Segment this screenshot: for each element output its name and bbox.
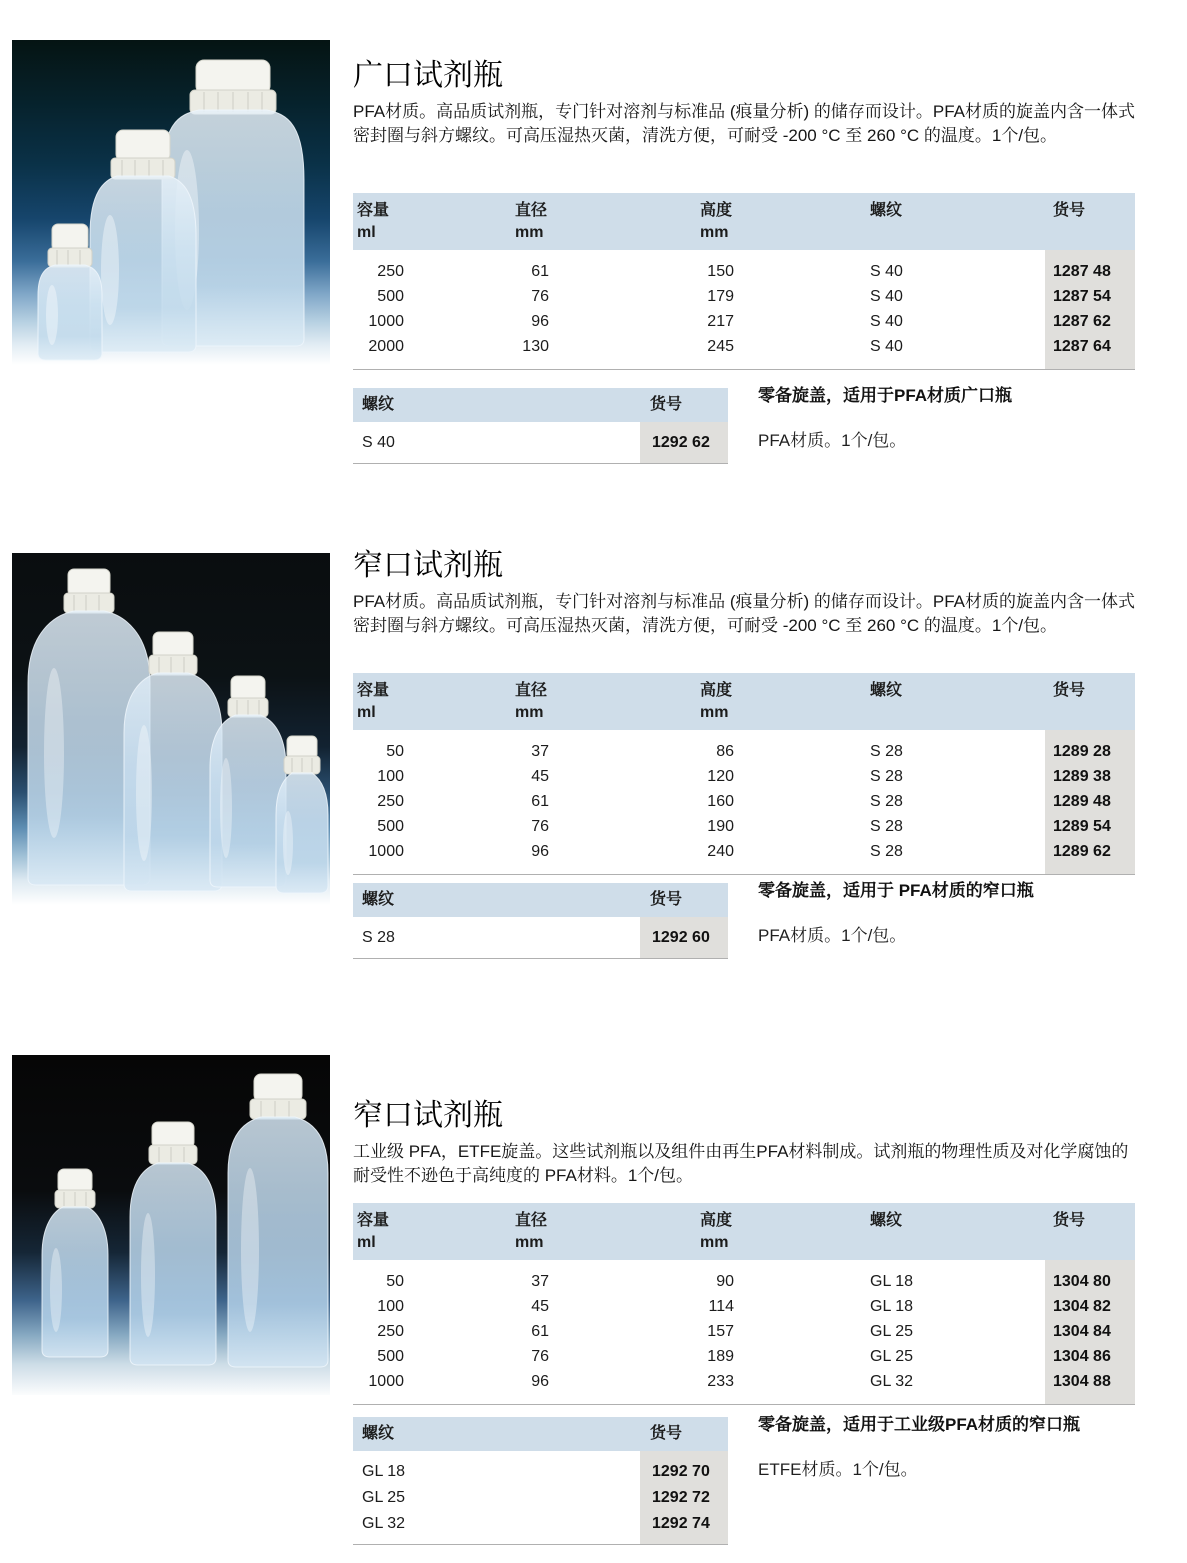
product-photo-industrial — [12, 1055, 330, 1395]
section-title: 窄口试剂瓶 — [353, 1099, 503, 1132]
table-row — [353, 1344, 1135, 1369]
cell-height: 160 — [707, 793, 734, 810]
cell-height: 189 — [707, 1348, 734, 1365]
cap-table-body — [353, 422, 728, 464]
table-row — [353, 1319, 1135, 1344]
cell-diameter: 130 — [522, 338, 549, 355]
cell-thread: GL 25 — [870, 1348, 913, 1365]
col-thread: 螺纹 — [870, 1212, 903, 1229]
cell-height: 233 — [707, 1373, 734, 1390]
cell-catno: 1292 74 — [652, 1515, 710, 1532]
cell-catno: 1287 62 — [1053, 313, 1111, 330]
col-catno: 货号 — [1053, 682, 1086, 699]
table-row — [353, 1269, 1135, 1294]
col-thread: 螺纹 — [362, 1425, 395, 1442]
cell-thread: GL 18 — [870, 1273, 913, 1290]
spec-table-body — [353, 730, 1135, 875]
spec-table-body — [353, 250, 1135, 370]
cell-height: 114 — [708, 1298, 734, 1315]
cap-note-text: PFA材质。1个/包。 — [758, 926, 907, 945]
cell-catno: 1292 70 — [652, 1463, 710, 1480]
cell-thread: S 28 — [870, 818, 903, 835]
cell-thread: GL 32 — [362, 1515, 405, 1532]
cap-table — [353, 1417, 728, 1545]
cap-note-title: 零备旋盖，适用于PFA材质广口瓶 — [758, 386, 1013, 405]
cell-height: 245 — [707, 338, 734, 355]
cell-thread: S 40 — [870, 313, 903, 330]
spec-table-header — [353, 673, 1135, 730]
cell-catno: 1292 62 — [652, 434, 710, 451]
cap-table-header — [353, 883, 728, 917]
cell-diameter: 45 — [531, 1298, 549, 1315]
cell-diameter: 45 — [531, 768, 549, 785]
cell-diameter: 61 — [531, 793, 549, 810]
col-catno: 货号 — [650, 396, 683, 413]
cell-capacity: 250 — [377, 263, 404, 280]
cell-catno: 1287 54 — [1053, 288, 1111, 305]
cell-height: 150 — [707, 263, 734, 280]
cell-thread: GL 18 — [362, 1463, 405, 1480]
cap-note-title: 零备旋盖，适用于工业级PFA材质的窄口瓶 — [758, 1415, 1081, 1434]
col-catno: 货号 — [1053, 202, 1086, 219]
cap-note-text: PFA材质。1个/包。 — [758, 431, 907, 450]
cell-height: 240 — [707, 843, 734, 860]
cell-catno: 1289 62 — [1053, 843, 1111, 860]
cap-table-body — [353, 1451, 728, 1545]
section-title: 广口试剂瓶 — [353, 59, 503, 92]
cell-height: 90 — [716, 1273, 734, 1290]
table-row — [353, 739, 1135, 764]
col-thread: 螺纹 — [870, 202, 903, 219]
col-thread: 螺纹 — [362, 396, 395, 413]
cell-height: 157 — [707, 1323, 734, 1340]
spec-table — [353, 1203, 1135, 1405]
table-row — [353, 1511, 728, 1537]
cell-capacity: 250 — [377, 793, 404, 810]
table-row — [353, 1485, 728, 1511]
cell-diameter: 76 — [531, 1348, 549, 1365]
spec-table — [353, 193, 1135, 370]
cell-height: 190 — [707, 818, 734, 835]
cell-thread: S 28 — [870, 768, 903, 785]
spec-table-header — [353, 193, 1135, 250]
table-row — [353, 1294, 1135, 1319]
cell-thread: S 40 — [870, 288, 903, 305]
table-row — [353, 789, 1135, 814]
table-row — [353, 764, 1135, 789]
cell-catno: 1289 38 — [1053, 768, 1111, 785]
cap-note-title: 零备旋盖，适用于 PFA材质的窄口瓶 — [758, 881, 1034, 900]
table-row — [353, 284, 1135, 309]
cell-capacity: 1000 — [368, 1373, 404, 1390]
cell-diameter: 37 — [531, 743, 549, 760]
cap-note-text: ETFE材质。1个/包。 — [758, 1460, 918, 1479]
cell-capacity: 500 — [377, 1348, 404, 1365]
cell-capacity: 100 — [377, 768, 404, 785]
table-row — [353, 1369, 1135, 1394]
spec-table — [353, 673, 1135, 875]
col-diameter: 直径 mm — [515, 682, 548, 721]
product-photo-wide-mouth — [12, 40, 330, 365]
col-capacity: 容量 ml — [357, 202, 390, 241]
col-height: 高度 mm — [700, 1212, 733, 1251]
cell-capacity: 1000 — [368, 843, 404, 860]
table-row — [353, 814, 1135, 839]
col-diameter: 直径 mm — [515, 202, 548, 241]
cell-catno: 1292 60 — [652, 929, 710, 946]
section-title: 窄口试剂瓶 — [353, 549, 503, 582]
table-row — [353, 1459, 728, 1485]
cell-catno: 1304 86 — [1053, 1348, 1111, 1365]
col-thread: 螺纹 — [362, 891, 395, 908]
spec-table-header — [353, 1203, 1135, 1260]
col-thread: 螺纹 — [870, 682, 903, 699]
table-row — [353, 839, 1135, 864]
cell-catno: 1289 48 — [1053, 793, 1111, 810]
cell-height: 217 — [707, 313, 734, 330]
cap-table-header — [353, 388, 728, 422]
col-capacity: 容量 ml — [357, 1212, 390, 1251]
cell-diameter: 96 — [531, 1373, 549, 1390]
table-row — [353, 430, 728, 456]
cell-height: 120 — [707, 768, 734, 785]
spec-table-body — [353, 1260, 1135, 1405]
table-row — [353, 309, 1135, 334]
cell-height: 179 — [707, 288, 734, 305]
cell-capacity: 50 — [386, 743, 404, 760]
cap-note — [758, 381, 1173, 451]
cell-catno: 1287 48 — [1053, 263, 1111, 280]
cell-thread: S 40 — [870, 263, 903, 280]
cell-height: 86 — [716, 743, 734, 760]
cell-diameter: 37 — [531, 1273, 549, 1290]
cell-capacity: 1000 — [368, 313, 404, 330]
col-diameter: 直径 mm — [515, 1212, 548, 1251]
cap-table-header — [353, 1417, 728, 1451]
col-height: 高度 mm — [700, 202, 733, 241]
cell-thread: GL 18 — [870, 1298, 913, 1315]
cell-thread: S 40 — [870, 338, 903, 355]
cell-thread: S 28 — [362, 929, 395, 946]
cell-thread: GL 25 — [362, 1489, 405, 1506]
table-row — [353, 259, 1135, 284]
cell-thread: S 40 — [362, 434, 395, 451]
cap-note — [758, 1410, 1173, 1480]
cap-table — [353, 883, 728, 959]
cell-thread: S 28 — [870, 743, 903, 760]
cell-capacity: 100 — [377, 1298, 404, 1315]
cell-catno: 1304 82 — [1053, 1298, 1111, 1315]
cap-table — [353, 388, 728, 464]
cell-diameter: 76 — [531, 288, 549, 305]
cell-thread: GL 25 — [870, 1323, 913, 1340]
cap-note — [758, 876, 1173, 946]
col-height: 高度 mm — [700, 682, 733, 721]
cell-thread: GL 32 — [870, 1373, 913, 1390]
col-catno: 货号 — [1053, 1212, 1086, 1229]
cell-catno: 1304 80 — [1053, 1273, 1111, 1290]
col-catno: 货号 — [650, 891, 683, 908]
cell-catno: 1289 54 — [1053, 818, 1111, 835]
col-capacity: 容量 ml — [357, 682, 390, 721]
section-description: PFA材质。高品质试剂瓶，专门针对溶剂与标准品 (痕量分析) 的储存而设计。PFA材质的旋盖内含一体式密封圈与斜方螺纹。可高压湿热灭菌，清洗方便，可耐受 -200 °C 至 260 °C 的温度。1个/包。 — [353, 102, 1136, 145]
cell-catno: 1289 28 — [1053, 743, 1111, 760]
cell-diameter: 96 — [531, 313, 549, 330]
cell-catno: 1287 64 — [1053, 338, 1111, 355]
section-description: 工业级 PFA，ETFE旋盖。这些试剂瓶以及组件由再生PFA材料制成。试剂瓶的物理性质及对化学腐蚀的耐受性不逊色于高纯度的 PFA材料。1个/包。 — [353, 1142, 1129, 1185]
cell-catno: 1304 88 — [1053, 1373, 1111, 1390]
cell-thread: S 28 — [870, 793, 903, 810]
cell-capacity: 250 — [377, 1323, 404, 1340]
cell-capacity: 2000 — [368, 338, 404, 355]
cell-catno: 1304 84 — [1053, 1323, 1111, 1340]
cell-diameter: 61 — [531, 1323, 549, 1340]
cell-capacity: 500 — [377, 288, 404, 305]
cell-diameter: 61 — [531, 263, 549, 280]
table-row — [353, 334, 1135, 359]
cell-diameter: 96 — [531, 843, 549, 860]
cell-capacity: 500 — [377, 818, 404, 835]
table-row — [353, 925, 728, 951]
product-photo-narrow-mouth — [12, 553, 330, 905]
cap-table-body — [353, 917, 728, 959]
col-catno: 货号 — [650, 1425, 683, 1442]
cell-thread: S 28 — [870, 843, 903, 860]
cell-capacity: 50 — [386, 1273, 404, 1290]
cell-diameter: 76 — [531, 818, 549, 835]
cell-catno: 1292 72 — [652, 1489, 710, 1506]
section-description: PFA材质。高品质试剂瓶，专门针对溶剂与标准品 (痕量分析) 的储存而设计。PFA材质的旋盖内含一体式密封圈与斜方螺纹。可高压湿热灭菌，清洗方便，可耐受 -200 °C 至 260 °C 的温度。1个/包。 — [353, 592, 1136, 635]
bottle — [276, 736, 328, 893]
